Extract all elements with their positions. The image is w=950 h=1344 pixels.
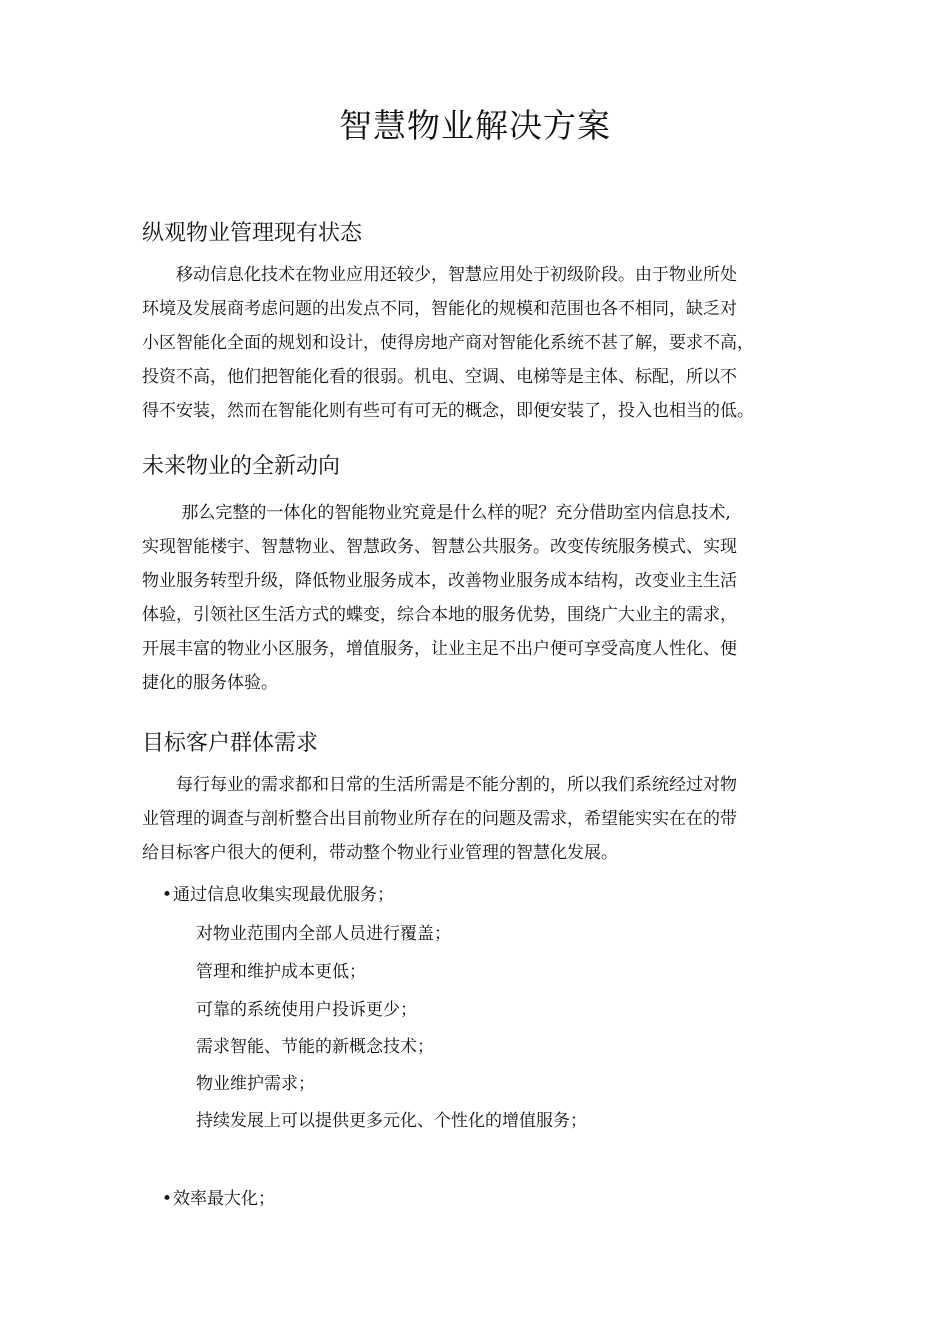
section-heading-current-status: 纵观物业管理现有状态: [142, 221, 363, 246]
section-paragraph-current-status: [142, 258, 832, 428]
bullet-text: 效率最大化；: [173, 1189, 276, 1209]
section-heading-target-customers: 目标客户群体需求: [142, 731, 319, 756]
section-paragraph-future-trends: [142, 496, 832, 700]
paragraph-line: 捷化的服务体验。: [142, 673, 278, 693]
paragraph-line: 移动信息化技术在物业应用还较少，智慧应用处于初级阶段。由于物业所处: [142, 265, 737, 285]
sub-list-item: 对物业范围内全部人员进行覆盖；: [196, 924, 451, 944]
section-paragraph-target-customers: [142, 768, 832, 870]
page-title: 智慧物业解决方案: [339, 106, 611, 145]
bullet-item: [162, 1186, 275, 1212]
bullet-text: 通过信息收集实现最优服务；: [173, 885, 395, 905]
bullet-marker: •: [162, 885, 173, 905]
paragraph-line: 得不安装，然而在智能化则有些可有可无的概念，即便安装了，投入也相当的低。: [142, 401, 754, 421]
sub-list-item: 物业维护需求；: [196, 1074, 315, 1094]
sub-list-item: 需求智能、节能的新概念技术；: [196, 1037, 434, 1057]
paragraph-line: 物业服务转型升级，降低物业服务成本，改善物业服务成本结构，改变业主生活: [142, 571, 737, 591]
paragraph-line: 投资不高，他们把智能化看的很弱。机电、空调、电梯等是主体、标配，所以不: [142, 367, 737, 387]
paragraph-line: 体验，引领社区生活方式的蝶变，综合本地的服务优势，围绕广大业主的需求，: [142, 605, 737, 625]
paragraph-line: 环境及发展商考虑问题的出发点不同，智能化的规模和范围也各不相同，缺乏对: [142, 299, 737, 319]
paragraph-line: 实现智能楼宇、智慧物业、智慧政务、智慧公共服务。改变传统服务模式、实现: [142, 537, 737, 557]
section-heading-future-trends: 未来物业的全新动向: [142, 454, 341, 479]
sub-list-item: 管理和维护成本更低；: [196, 962, 366, 982]
paragraph-line: 开展丰富的物业小区服务，增值服务，让业主足不出户便可享受高度人性化、便: [142, 639, 737, 659]
bullet-item: [162, 882, 394, 908]
bullet-marker: •: [162, 1189, 173, 1209]
paragraph-line: 小区智能化全面的规划和设计，使得房地产商对智能化系统不甚了解，要求不高，: [142, 333, 754, 353]
sub-list-item: 持续发展上可以提供更多元化、个性化的增值服务；: [196, 1111, 587, 1131]
paragraph-line: 业管理的调查与剖析整合出目前物业所存在的问题及需求，希望能实实在在的带: [142, 809, 737, 829]
paragraph-line: 那么完整的一体化的智能物业究竟是什么样的呢？充分借助室内信息技术,: [142, 503, 731, 523]
paragraph-line: 每行每业的需求都和日常的生活所需是不能分割的，所以我们系统经过对物: [142, 775, 737, 795]
paragraph-line: 给目标客户很大的便利，带动整个物业行业管理的智慧化发展。: [142, 843, 618, 863]
sub-list-item: 可靠的系统使用户投诉更少；: [196, 1000, 417, 1020]
